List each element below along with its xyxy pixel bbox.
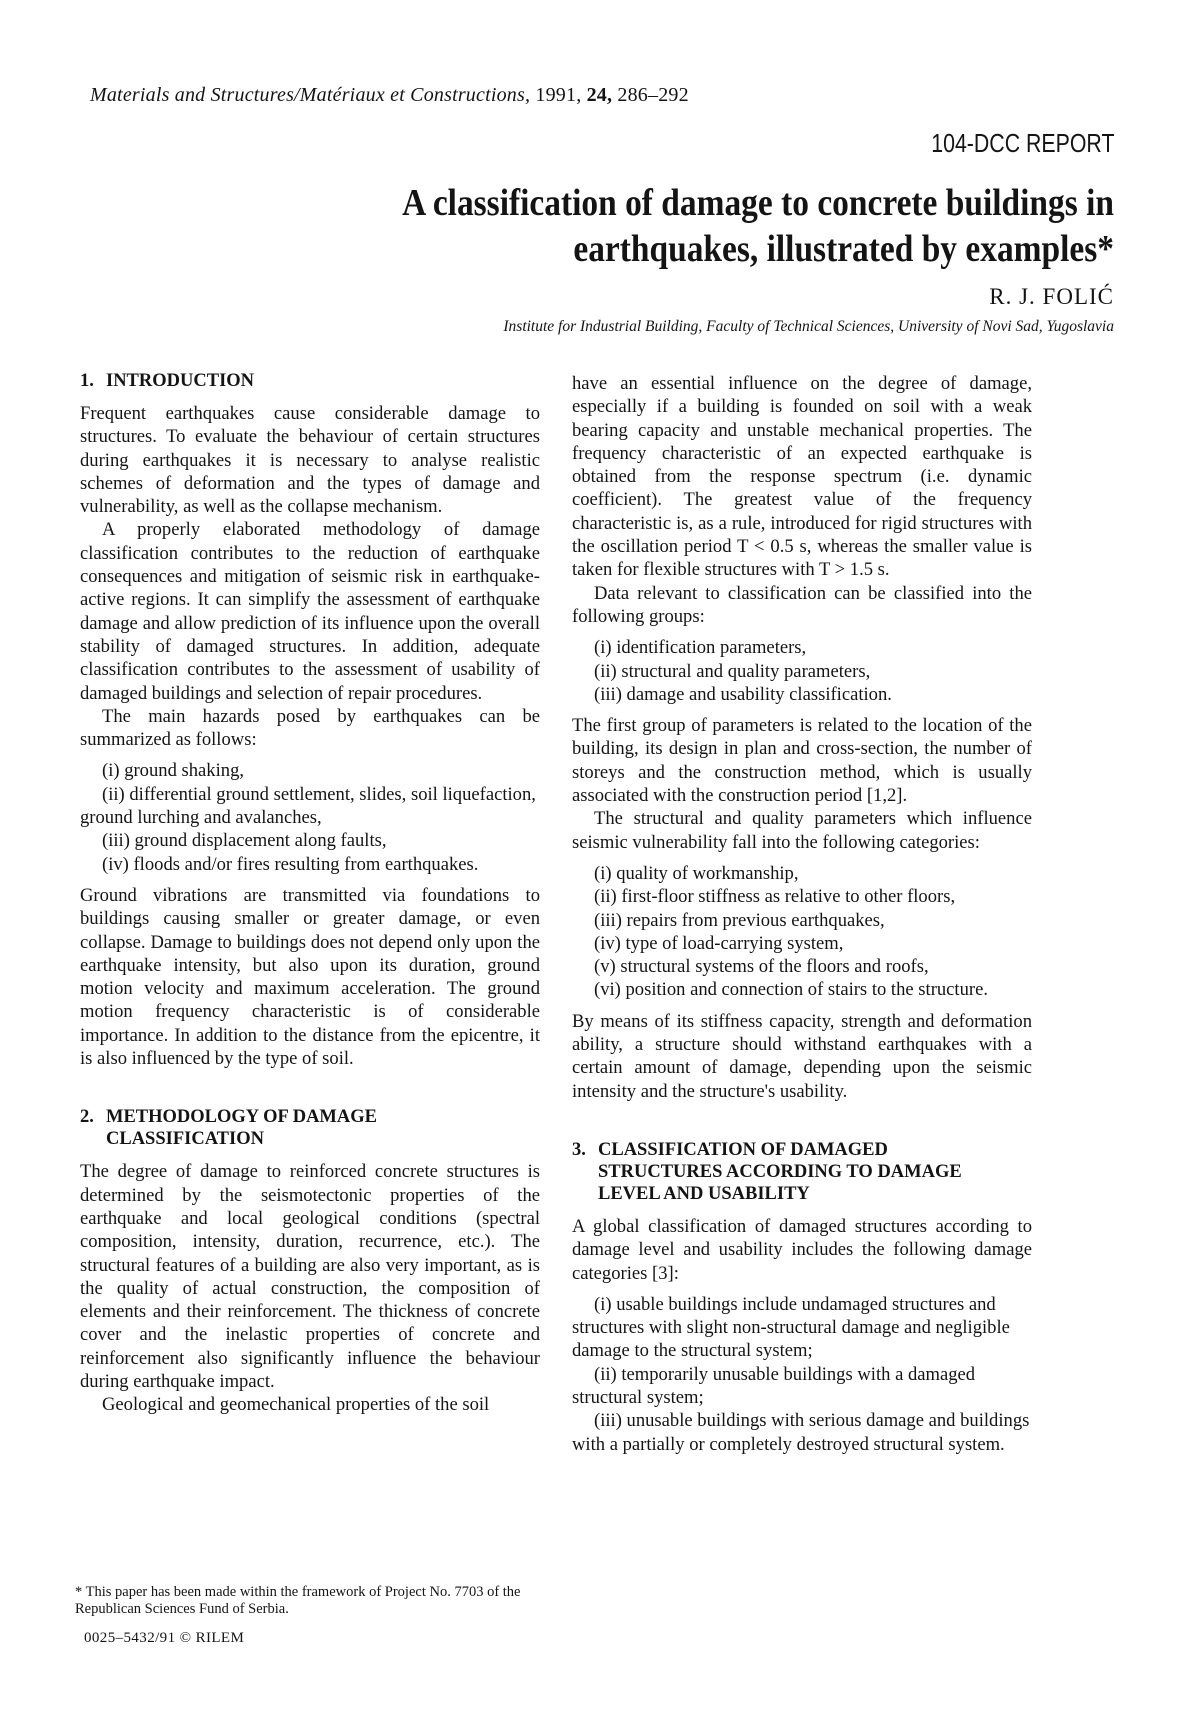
paragraph: Geological and geomechanical properties of the soil (102, 1394, 490, 1416)
list-item: (iii) unusable buildings with serious damage and buildings with a partially or completely destroyed structural system. (572, 1410, 1030, 1455)
right-column (572, 372, 1032, 1464)
affiliation: Institute for Industrial Building, Faculty of Technical Sciences, University of Novi Sad, Yugoslavia (503, 318, 1114, 335)
paragraph: The structural and quality parameters which influence seismic vulnerability fall into the following categories: (572, 808, 1032, 853)
category-list (572, 862, 1032, 1002)
list-item: (vi) position and connection of stairs to the structure. (594, 979, 988, 1001)
footnote: * This paper has been made within the framework of Project No. 7703 of the Republican Sciences Fund of Serbia. (75, 1584, 521, 1617)
list-item: (i) quality of workmanship, (594, 862, 799, 884)
list-item: (v) structural systems of the floors and roofs, (594, 956, 929, 978)
report-label: 104-DCC REPORT (930, 128, 1114, 158)
paragraph: The main hazards posed by earthquakes can be summarized as follows: (80, 705, 540, 751)
title-line-2: earthquakes, illustrated by examples* (573, 228, 1114, 270)
list-item: (iii) ground displacement along faults, (102, 830, 387, 852)
title-line-1: A classification of damage to concrete buildings in (402, 182, 1114, 224)
list-item: (i) usable buildings include undamaged structures and structures with slight non-structural damage and negligible damage to the structural system; (572, 1293, 1010, 1362)
paragraph: Frequent earthquakes cause considerable damage to structures. To evaluate the behaviour of certain structures during earthquakes it is necessary to analyse realistic schemes of deformation and the types of damage and vulnerability, as well as the collapse mechanism. (80, 403, 540, 518)
issn-copyright: 0025–5432/91 © RILEM (84, 1630, 245, 1646)
list-item: (iv) floods and/or fires resulting from earthquakes. (102, 853, 479, 875)
damage-category-list (572, 1293, 1032, 1456)
paragraph: Data relevant to classification can be classified into the following groups: (572, 582, 1032, 627)
list-item: (iii) damage and usability classification. (594, 683, 892, 705)
list-item: (ii) temporarily unusable buildings with a damaged structural system; (572, 1363, 976, 1408)
journal-volume: 24, (586, 84, 613, 106)
author: R. J. FOLIĆ (989, 284, 1114, 309)
section-heading-methodology: 2. METHODOLOGY OF DAMAGE CLASSIFICATION (80, 1107, 377, 1150)
journal-year: 1991, (535, 84, 582, 106)
list-item: (i) identification parameters, (594, 637, 807, 659)
paragraph: The degree of damage to reinforced concrete structures is determined by the seismotectonic properties of the earthquake and local geological conditions (spectral composition, intensity, duration, recurrence, etc.). The structural features of a building are also very important, as is the quality of actual construction, the composition of elements and their reinforcement. The thickness of concrete cover and the inelastic properties of concrete and reinforcement also significantly influence the behaviour during earthquake impact. (80, 1161, 540, 1392)
hazard-list (80, 759, 540, 875)
left-column (80, 370, 540, 1417)
article-title (322, 180, 1114, 272)
list-item: (ii) differential ground settlement, slides, soil liquefaction, ground lurching and avalanches, (80, 783, 536, 829)
paragraph: have an essential influence on the degree of damage, especially if a building is founded on soil with a weak bearing capacity and unstable mechanical properties. The frequency characteristic of an expected earthquake is obtained from the response spectrum (i.e. dynamic coefficient). The greatest value of the frequency characteristic is, as a rule, introduced for rigid structures with the oscillation period T < 0.5 s, whereas the smaller value is taken for flexible structures with T > 1.5 s. (572, 373, 1032, 581)
group-list (572, 636, 1032, 706)
paragraph: A properly elaborated methodology of damage classification contributes to the reduction of earthquake consequences and mitigation of seismic risk in earthquake-active regions. It can simplify the assessment of earthquake damage and allow prediction of its influence upon the overall stability of damaged structures. In addition, adequate classification contributes to the assessment of usability of damaged buildings and selection of repair procedures. (80, 519, 540, 704)
section-heading-classification: 3. CLASSIFICATION OF DAMAGED STRUCTURES ACCORDING TO DAMAGE LEVEL AND USABILITY (572, 1139, 962, 1204)
paragraph: By means of its stiffness capacity, strength and deformation ability, a structure should withstand earthquakes with a certain amount of damage, depending upon the seismic intensity and the structure's usability. (572, 1010, 1032, 1102)
paragraph: A global classification of damaged structures according to damage level and usability includes the following damage categories [3]: (572, 1215, 1032, 1284)
list-item: (i) ground shaking, (102, 760, 245, 782)
list-item: (iii) repairs from previous earthquakes, (594, 909, 885, 931)
journal-pages: 286–292 (617, 84, 689, 106)
journal-name: Materials and Structures/Matériaux et Constructions, (90, 84, 531, 106)
list-item: (iv) type of load-carrying system, (594, 932, 844, 954)
paragraph: The first group of parameters is related to the location of the building, its design in plan and cross-section, the number of storeys and the construction method, which is usually associated with the construction period [1,2]. (572, 715, 1032, 807)
journal-citation (90, 84, 689, 107)
list-item: (ii) first-floor stiffness as relative to other floors, (594, 886, 956, 908)
list-item: (ii) structural and quality parameters, (594, 660, 871, 682)
paragraph: Ground vibrations are transmitted via foundations to buildings causing smaller or greater damage, or even collapse. Damage to buildings does not depend only upon the earthquake intensity, but also upon its duration, ground motion velocity and maximum acceleration. The ground motion frequency characteristic is of considerable importance. In addition to the distance from the epicentre, it is also influenced by the type of soil. (80, 884, 540, 1070)
section-heading-introduction: 1. INTRODUCTION (80, 371, 255, 391)
